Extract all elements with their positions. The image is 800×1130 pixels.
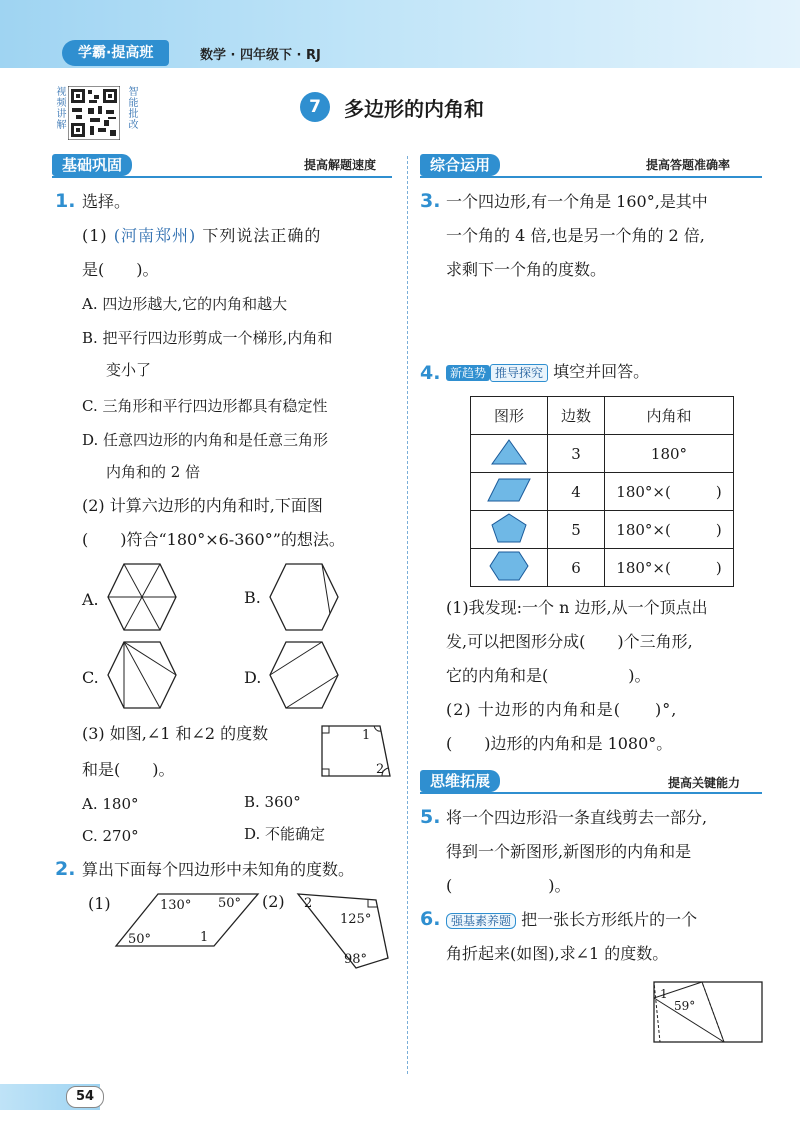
table-cell: 3: [548, 435, 605, 473]
q1-p3-line1: (3) 如图,∠1 和∠2 的度数: [82, 724, 269, 743]
q1-option-d: D. 任意四边形的内角和是任意三角形: [82, 431, 329, 449]
section-basic-title: 基础巩固: [52, 154, 132, 176]
hexagon-a-figure: [106, 562, 178, 632]
table-header: 内角和: [605, 397, 734, 435]
section-comprehensive-title: 综合运用: [420, 154, 500, 176]
q1-p2-line1: (2) 计算六边形的内角和时,下面图: [82, 496, 323, 515]
table-row: [471, 435, 734, 473]
angle-1-label: 1: [362, 728, 371, 743]
triangle-shape: [471, 435, 548, 473]
table-row: [471, 511, 734, 549]
q4-a-line1: (1)我发现:一个 n 边形,从一个顶点出: [446, 598, 708, 617]
table-cell: 180°×( ): [605, 511, 734, 549]
q1-number: 1.: [55, 190, 76, 212]
q4-b-line1: (2) 十边形的内角和是( )°,: [446, 700, 678, 719]
q2-number: 2.: [55, 858, 76, 880]
hex-option-c-label: C.: [82, 668, 99, 687]
page-number: 54: [66, 1086, 104, 1108]
fold-angle-1-label: 1: [660, 987, 668, 1001]
table-row: [471, 473, 734, 511]
q1-p1-line1: [82, 226, 321, 246]
q6-tag: 强基素养题: [446, 913, 516, 929]
q4-tag-derive: 推导探究: [490, 364, 548, 382]
q1-p3-line2: 和是( )。: [82, 760, 175, 779]
q2-stem: 算出下面每个四边形中未知角的度数。: [82, 860, 355, 879]
q2-fig2-angle-c: 98°: [344, 952, 368, 967]
q4-number: 4.: [420, 362, 441, 384]
fold-angle-59-label: 59°: [674, 999, 696, 1013]
section-comprehensive-rule: [420, 176, 762, 178]
q2-fig2-angle-a: 2: [304, 896, 313, 911]
q1-p3-option-a: A. 180°: [82, 795, 139, 813]
q6-number: 6.: [420, 908, 441, 930]
qr-right-label: 智能批改: [126, 86, 137, 130]
q4-tag-trend: 新趋势: [446, 365, 490, 381]
q3-line2: 一个角的 4 倍,也是另一个角的 2 倍,: [446, 226, 705, 245]
column-divider: [407, 156, 408, 1074]
section-thinking-subtitle: 提高关键能力: [668, 776, 741, 790]
q1-p1-source: (河南郑州): [113, 226, 197, 245]
section-thinking-title: 思维拓展: [420, 770, 500, 792]
table-header-row: [471, 397, 734, 435]
q6-line2: 角折起来(如图),求∠1 的度数。: [446, 944, 669, 963]
q3-line3: 求剩下一个角的度数。: [446, 260, 607, 279]
q2-fig1-label: (1): [88, 894, 111, 913]
table-cell: 180°×( ): [605, 549, 734, 587]
q4-stem: 填空并回答。: [553, 362, 650, 381]
hex-option-a-label: A.: [82, 590, 99, 609]
folded-paper-figure: [652, 980, 764, 1044]
q5-line2: 得到一个新图形,新图形的内角和是: [446, 842, 692, 861]
hexagon-b-figure: [268, 562, 340, 632]
q4-header: [446, 362, 649, 383]
brand-label: 学霸·提高班: [62, 40, 169, 66]
q3-number: 3.: [420, 190, 441, 212]
q1-p1-text: 下列说法正确的: [202, 226, 322, 245]
q1-p3-option-c: C. 270°: [82, 827, 139, 845]
q2-fig1-angle-c: 50°: [128, 932, 152, 947]
q2-fig1-angle-b: 50°: [218, 896, 242, 911]
section-basic-subtitle: 提高解题速度: [304, 158, 377, 172]
q1-option-a: A. 四边形越大,它的内角和越大: [82, 295, 288, 313]
table-header: 图形: [471, 397, 548, 435]
hexagon-d-figure: [268, 640, 340, 710]
q6-text: 把一张长方形纸片的一个: [521, 910, 698, 929]
q4-b-line2: ( )边形的内角和是 1080°。: [446, 734, 673, 753]
q4-a-line3: 它的内角和是( )。: [446, 666, 651, 685]
hexagon-c-figure: [106, 640, 178, 710]
q2-fig2-angle-b: 125°: [340, 912, 372, 927]
section-thinking-rule: [420, 792, 762, 794]
table-cell: 5: [548, 511, 605, 549]
q1-option-c: C. 三角形和平行四边形都具有稳定性: [82, 397, 328, 415]
q1-stem: 选择。: [82, 192, 131, 211]
q2-fig1-angle-a: 130°: [160, 898, 192, 913]
q5-number: 5.: [420, 806, 441, 828]
q6-line1: [446, 910, 697, 931]
q1-option-b-cont: 变小了: [106, 361, 152, 379]
polygon-table: [470, 396, 734, 587]
pentagon-shape: [471, 511, 548, 549]
q1-p1-prefix: (1): [82, 226, 108, 245]
parallelogram-shape: [471, 473, 548, 511]
q3-line1: 一个四边形,有一个角是 160°,是其中: [446, 192, 708, 211]
qr-code-icon[interactable]: [68, 86, 120, 140]
q2-fig2-label: (2): [262, 892, 285, 911]
hexagon-shape: [471, 549, 548, 587]
book-subject: 数学 · 四年级下 · RJ: [200, 48, 321, 63]
q1-option-b: B. 把平行四边形剪成一个梯形,内角和: [82, 329, 333, 347]
hex-option-d-label: D.: [244, 668, 262, 687]
hex-option-b-label: B.: [244, 588, 261, 607]
section-basic-rule: [52, 176, 392, 178]
q4-a-line2: 发,可以把图形分成( )个三角形,: [446, 632, 693, 651]
table-cell: 180°: [605, 435, 734, 473]
table-cell: 4: [548, 473, 605, 511]
q1-p3-option-d: D. 不能确定: [244, 825, 326, 843]
qr-left-label: 视频讲解: [54, 86, 65, 130]
chapter-number-badge: 7: [300, 92, 330, 122]
table-header: 边数: [548, 397, 605, 435]
table-cell: 6: [548, 549, 605, 587]
q5-line1: 将一个四边形沿一条直线剪去一部分,: [446, 808, 708, 827]
section-comprehensive-subtitle: 提高答题准确率: [646, 158, 731, 172]
chapter-title: 多边形的内角和: [344, 97, 484, 121]
angle-2-label: 2: [376, 762, 385, 777]
q1-p2-line2: ( )符合“180°×6-360°”的想法。: [82, 530, 345, 549]
table-row: [471, 549, 734, 587]
q1-p1-line2: 是( )。: [82, 260, 159, 279]
q5-line3: ( )。: [446, 876, 571, 895]
table-cell: 180°×( ): [605, 473, 734, 511]
q1-option-d-cont: 内角和的 2 倍: [106, 463, 201, 481]
q2-fig1-angle-d: 1: [200, 930, 209, 945]
q1-p3-option-b: B. 360°: [244, 793, 301, 811]
